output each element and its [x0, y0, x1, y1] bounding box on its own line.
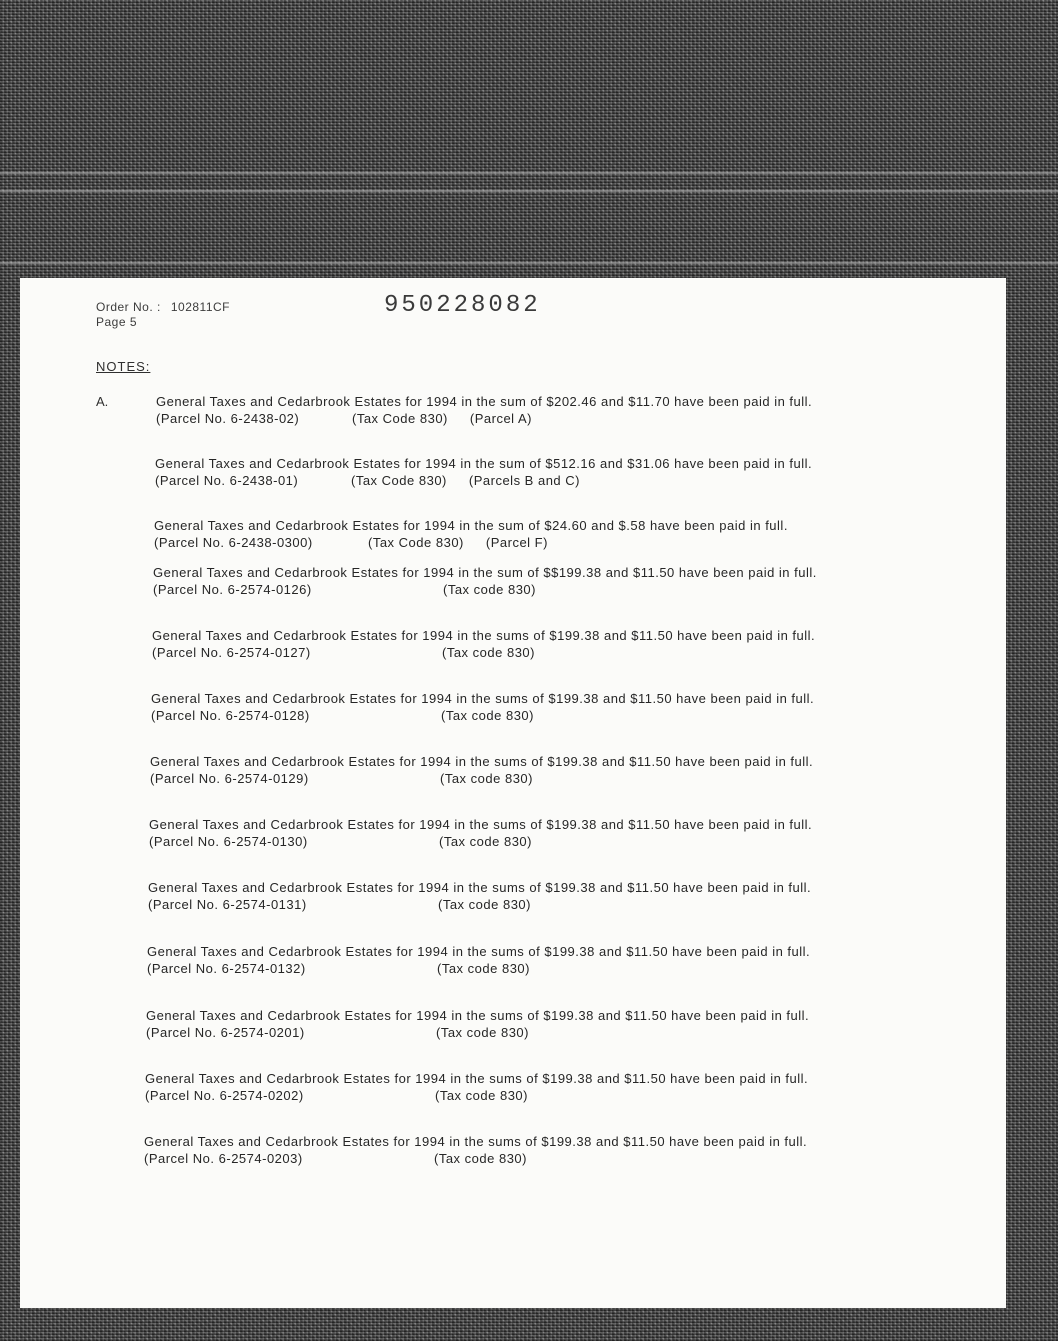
tax-code: (Tax Code 830): [368, 535, 464, 550]
parcel-line: [149, 834, 935, 849]
note-text: General Taxes and Cedarbrook Estates for 1994 in the sums of $199.38 and $11.50 have been paid in full.: [152, 628, 816, 643]
tax-code: (Tax Code 830): [352, 411, 448, 426]
order-number-value: 102811CF: [170, 300, 231, 314]
tax-code: (Tax code 830): [442, 645, 535, 660]
scan-artifact: [0, 262, 1058, 264]
parcel-number: (Parcel No. 6-2438-02): [156, 411, 300, 426]
tax-code: (Tax code 830): [440, 771, 533, 786]
parcel-line: [145, 1088, 931, 1103]
tax-code: (Tax code 830): [438, 897, 531, 912]
note-item: [149, 817, 935, 849]
parcel-number: (Parcel No. 6-2574-0203): [144, 1151, 303, 1166]
parcel-line: [152, 645, 938, 660]
note-text: General Taxes and Cedarbrook Estates for 1994 in the sum of $24.60 and $.58 have been paid in full.: [154, 518, 788, 533]
order-number-label: Order No. :: [96, 300, 161, 314]
parcel-designation: (Parcels B and C): [468, 473, 580, 488]
note-item: [150, 754, 936, 786]
note-text: General Taxes and Cedarbrook Estates for 1994 in the sums of $199.38 and $11.50 have been paid in full.: [145, 1071, 809, 1086]
tax-code: (Tax code 830): [439, 834, 532, 849]
note-item: [151, 691, 937, 723]
note-text: General Taxes and Cedarbrook Estates for 1994 in the sum of $$199.38 and $11.50 have been paid in full.: [153, 565, 817, 580]
note-item: [146, 1008, 932, 1040]
note-text: General Taxes and Cedarbrook Estates for 1994 in the sums of $199.38 and $11.50 have been paid in full.: [146, 1008, 810, 1023]
note-text: General Taxes and Cedarbrook Estates for 1994 in the sum of $512.16 and $31.06 have been paid in full.: [155, 456, 813, 471]
tax-code: (Tax code 830): [437, 961, 530, 976]
scan-artifact: [0, 172, 1058, 174]
tax-code: (Tax code 830): [435, 1088, 528, 1103]
parcel-line: [156, 411, 942, 426]
tax-code: (Tax code 830): [443, 582, 536, 597]
parcel-line: [153, 582, 939, 597]
note-item: [145, 1071, 931, 1103]
parcel-number: (Parcel No. 6-2574-0201): [146, 1025, 305, 1040]
note-text: General Taxes and Cedarbrook Estates for 1994 in the sums of $199.38 and $11.50 have been paid in full.: [151, 691, 815, 706]
parcel-number: (Parcel No. 6-2574-0127): [152, 645, 311, 660]
note-text: General Taxes and Cedarbrook Estates for 1994 in the sums of $199.38 and $11.50 have been paid in full.: [148, 880, 812, 895]
parcel-number: (Parcel No. 6-2574-0132): [147, 961, 306, 976]
parcel-line: [151, 708, 937, 723]
parcel-line: [155, 473, 941, 488]
order-number-row: [96, 300, 230, 315]
parcel-number: (Parcel No. 6-2438-01): [155, 473, 299, 488]
item-letter: A.: [96, 394, 109, 409]
parcel-designation: (Parcel A): [469, 411, 532, 426]
note-item: [155, 456, 941, 488]
parcel-line: [154, 535, 940, 550]
parcel-number: (Parcel No. 6-2574-0129): [150, 771, 309, 786]
parcel-number: (Parcel No. 6-2574-0202): [145, 1088, 304, 1103]
scan-artifact: [0, 190, 1058, 192]
tax-code: (Tax code 830): [436, 1025, 529, 1040]
note-item: [156, 394, 942, 426]
note-text: General Taxes and Cedarbrook Estates for 1994 in the sums of $199.38 and $11.50 have been paid in full.: [147, 944, 811, 959]
tax-code: (Tax code 830): [441, 708, 534, 723]
note-item: [154, 518, 940, 550]
parcel-number: (Parcel No. 6-2574-0131): [148, 897, 307, 912]
order-info: [96, 300, 230, 330]
parcel-line: [144, 1151, 930, 1166]
note-text: General Taxes and Cedarbrook Estates for 1994 in the sums of $199.38 and $11.50 have been paid in full.: [150, 754, 814, 769]
parcel-line: [148, 897, 934, 912]
note-item: [152, 628, 938, 660]
document-number-stamp: 950228082: [384, 292, 541, 319]
tax-code: (Tax code 830): [434, 1151, 527, 1166]
parcel-line: [147, 961, 933, 976]
note-text: General Taxes and Cedarbrook Estates for 1994 in the sum of $202.46 and $11.70 have been paid in full.: [156, 394, 813, 409]
parcel-number: (Parcel No. 6-2574-0130): [149, 834, 308, 849]
parcel-number: (Parcel No. 6-2574-0128): [151, 708, 310, 723]
note-item: [144, 1134, 930, 1166]
page-number: Page 5: [96, 315, 138, 329]
note-item: [153, 565, 939, 597]
note-item: [147, 944, 933, 976]
parcel-number: (Parcel No. 6-2574-0126): [153, 582, 312, 597]
parcel-line: [150, 771, 936, 786]
parcel-line: [146, 1025, 932, 1040]
tax-code: (Tax Code 830): [351, 473, 447, 488]
note-item: [148, 880, 934, 912]
parcel-designation: (Parcel F): [485, 535, 548, 550]
note-text: General Taxes and Cedarbrook Estates for 1994 in the sums of $199.38 and $11.50 have been paid in full.: [149, 817, 813, 832]
notes-heading: NOTES:: [96, 359, 151, 374]
parcel-number: (Parcel No. 6-2438-0300): [154, 535, 313, 550]
note-text: General Taxes and Cedarbrook Estates for 1994 in the sums of $199.38 and $11.50 have been paid in full.: [144, 1134, 808, 1149]
document-page: [20, 278, 1006, 1308]
